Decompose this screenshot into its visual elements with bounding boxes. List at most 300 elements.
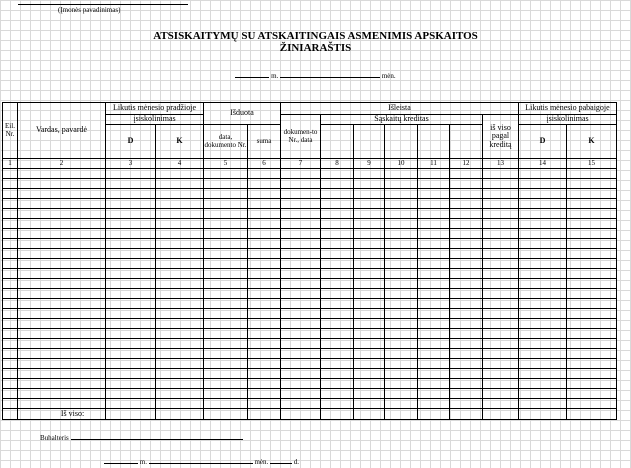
table-cell[interactable]: [483, 199, 519, 209]
table-cell[interactable]: [519, 349, 567, 359]
table-cell[interactable]: [450, 219, 483, 229]
table-cell[interactable]: [204, 359, 248, 369]
table-cell[interactable]: [18, 249, 106, 259]
total-cell[interactable]: [567, 409, 617, 420]
table-cell[interactable]: [3, 279, 18, 289]
table-cell[interactable]: [354, 169, 385, 179]
table-cell[interactable]: [106, 389, 156, 399]
table-cell[interactable]: [567, 209, 617, 219]
table-cell[interactable]: [483, 309, 519, 319]
table-cell[interactable]: [385, 389, 418, 399]
table-cell[interactable]: [418, 389, 450, 399]
table-cell[interactable]: [3, 169, 18, 179]
table-cell[interactable]: [3, 289, 18, 299]
table-cell[interactable]: [354, 259, 385, 269]
table-cell[interactable]: [519, 189, 567, 199]
total-cell[interactable]: [281, 409, 321, 420]
table-cell[interactable]: [519, 179, 567, 189]
table-cell[interactable]: [3, 219, 18, 229]
table-cell[interactable]: [106, 309, 156, 319]
table-cell[interactable]: [385, 379, 418, 389]
table-cell[interactable]: [519, 279, 567, 289]
table-cell[interactable]: [567, 379, 617, 389]
table-cell[interactable]: [106, 329, 156, 339]
table-cell[interactable]: [519, 309, 567, 319]
table-cell[interactable]: [418, 309, 450, 319]
table-cell[interactable]: [483, 379, 519, 389]
table-cell[interactable]: [519, 299, 567, 309]
sign-month-blank[interactable]: [149, 456, 253, 464]
table-cell[interactable]: [281, 239, 321, 249]
table-cell[interactable]: [106, 359, 156, 369]
table-cell[interactable]: [418, 329, 450, 339]
table-cell[interactable]: [18, 289, 106, 299]
table-cell[interactable]: [567, 299, 617, 309]
table-cell[interactable]: [156, 199, 204, 209]
accountant-signature-blank[interactable]: [71, 432, 243, 440]
table-cell[interactable]: [567, 359, 617, 369]
table-cell[interactable]: [18, 259, 106, 269]
table-cell[interactable]: [321, 319, 354, 329]
table-cell[interactable]: [106, 189, 156, 199]
table-cell[interactable]: [567, 169, 617, 179]
table-cell[interactable]: [106, 209, 156, 219]
table-cell[interactable]: [204, 379, 248, 389]
table-cell[interactable]: [385, 259, 418, 269]
table-cell[interactable]: [106, 269, 156, 279]
table-cell[interactable]: [418, 269, 450, 279]
table-cell[interactable]: [204, 309, 248, 319]
table-cell[interactable]: [418, 279, 450, 289]
table-cell[interactable]: [418, 349, 450, 359]
table-cell[interactable]: [281, 339, 321, 349]
table-cell[interactable]: [156, 219, 204, 229]
table-cell[interactable]: [385, 329, 418, 339]
table-cell[interactable]: [450, 239, 483, 249]
table-cell[interactable]: [354, 329, 385, 339]
table-cell[interactable]: [281, 359, 321, 369]
table-cell[interactable]: [354, 389, 385, 399]
table-cell[interactable]: [204, 199, 248, 209]
table-cell[interactable]: [248, 339, 281, 349]
table-cell[interactable]: [483, 189, 519, 199]
table-cell[interactable]: [519, 389, 567, 399]
sign-day-blank[interactable]: [270, 456, 292, 464]
table-cell[interactable]: [483, 369, 519, 379]
table-cell[interactable]: [18, 209, 106, 219]
table-cell[interactable]: [106, 199, 156, 209]
table-cell[interactable]: [281, 379, 321, 389]
table-cell[interactable]: [567, 369, 617, 379]
table-cell[interactable]: [567, 349, 617, 359]
table-cell[interactable]: [450, 319, 483, 329]
table-cell[interactable]: [248, 289, 281, 299]
table-cell[interactable]: [321, 299, 354, 309]
table-cell[interactable]: [321, 169, 354, 179]
table-cell[interactable]: [281, 269, 321, 279]
table-cell[interactable]: [354, 189, 385, 199]
table-cell[interactable]: [418, 209, 450, 219]
table-cell[interactable]: [450, 199, 483, 209]
table-cell[interactable]: [519, 229, 567, 239]
table-cell[interactable]: [281, 389, 321, 399]
table-cell[interactable]: [567, 189, 617, 199]
table-cell[interactable]: [354, 299, 385, 309]
table-cell[interactable]: [3, 229, 18, 239]
table-cell[interactable]: [204, 289, 248, 299]
table-cell[interactable]: [18, 299, 106, 309]
table-cell[interactable]: [567, 319, 617, 329]
table-cell[interactable]: [281, 189, 321, 199]
table-cell[interactable]: [156, 249, 204, 259]
table-cell[interactable]: [519, 329, 567, 339]
table-cell[interactable]: [204, 229, 248, 239]
table-cell[interactable]: [519, 269, 567, 279]
table-cell[interactable]: [450, 339, 483, 349]
total-cell[interactable]: [156, 409, 204, 420]
table-cell[interactable]: [248, 259, 281, 269]
table-cell[interactable]: [321, 289, 354, 299]
sign-year-blank[interactable]: [104, 456, 138, 464]
table-cell[interactable]: [450, 249, 483, 259]
table-cell[interactable]: [281, 309, 321, 319]
table-cell[interactable]: [248, 309, 281, 319]
table-cell[interactable]: [418, 259, 450, 269]
table-cell[interactable]: [3, 259, 18, 269]
table-cell[interactable]: [354, 229, 385, 239]
table-cell[interactable]: [418, 229, 450, 239]
table-cell[interactable]: [18, 169, 106, 179]
total-cell[interactable]: [450, 409, 483, 420]
table-cell[interactable]: [281, 179, 321, 189]
table-cell[interactable]: [156, 339, 204, 349]
table-cell[interactable]: [248, 219, 281, 229]
table-cell[interactable]: [3, 389, 18, 399]
table-cell[interactable]: [18, 179, 106, 189]
table-cell[interactable]: [281, 259, 321, 269]
table-cell[interactable]: [450, 209, 483, 219]
table-cell[interactable]: [385, 189, 418, 199]
total-cell[interactable]: [354, 409, 385, 420]
table-cell[interactable]: [106, 369, 156, 379]
table-cell[interactable]: [3, 309, 18, 319]
table-cell[interactable]: [567, 229, 617, 239]
table-cell[interactable]: [483, 329, 519, 339]
table-cell[interactable]: [483, 319, 519, 329]
table-cell[interactable]: [3, 199, 18, 209]
table-cell[interactable]: [18, 389, 106, 399]
table-cell[interactable]: [450, 259, 483, 269]
table-cell[interactable]: [450, 359, 483, 369]
table-cell[interactable]: [3, 249, 18, 259]
table-cell[interactable]: [354, 239, 385, 249]
table-cell[interactable]: [18, 399, 106, 409]
table-cell[interactable]: [450, 329, 483, 339]
table-cell[interactable]: [156, 359, 204, 369]
table-cell[interactable]: [418, 299, 450, 309]
table-cell[interactable]: [385, 349, 418, 359]
table-cell[interactable]: [248, 359, 281, 369]
table-cell[interactable]: [18, 199, 106, 209]
table-cell[interactable]: [248, 349, 281, 359]
table-cell[interactable]: [248, 319, 281, 329]
table-cell[interactable]: [567, 289, 617, 299]
table-cell[interactable]: [519, 359, 567, 369]
table-cell[interactable]: [354, 179, 385, 189]
table-cell[interactable]: [519, 219, 567, 229]
table-cell[interactable]: [281, 199, 321, 209]
table-cell[interactable]: [418, 199, 450, 209]
table-cell[interactable]: [354, 349, 385, 359]
table-cell[interactable]: [321, 309, 354, 319]
table-cell[interactable]: [483, 339, 519, 349]
table-cell[interactable]: [156, 239, 204, 249]
table-cell[interactable]: [281, 399, 321, 409]
table-cell[interactable]: [321, 209, 354, 219]
table-cell[interactable]: [418, 169, 450, 179]
table-cell[interactable]: [450, 189, 483, 199]
table-cell[interactable]: [281, 349, 321, 359]
table-cell[interactable]: [281, 169, 321, 179]
table-cell[interactable]: [483, 239, 519, 249]
table-cell[interactable]: [204, 279, 248, 289]
table-cell[interactable]: [483, 209, 519, 219]
table-cell[interactable]: [385, 219, 418, 229]
table-cell[interactable]: [418, 219, 450, 229]
table-cell[interactable]: [106, 249, 156, 259]
table-cell[interactable]: [204, 329, 248, 339]
table-cell[interactable]: [3, 319, 18, 329]
table-cell[interactable]: [567, 239, 617, 249]
table-cell[interactable]: [156, 389, 204, 399]
table-cell[interactable]: [385, 239, 418, 249]
table-cell[interactable]: [106, 229, 156, 239]
table-cell[interactable]: [204, 219, 248, 229]
table-cell[interactable]: [18, 319, 106, 329]
table-cell[interactable]: [156, 399, 204, 409]
table-cell[interactable]: [281, 209, 321, 219]
table-cell[interactable]: [483, 299, 519, 309]
table-cell[interactable]: [567, 389, 617, 399]
table-cell[interactable]: [483, 289, 519, 299]
table-cell[interactable]: [248, 249, 281, 259]
table-cell[interactable]: [385, 249, 418, 259]
table-cell[interactable]: [450, 369, 483, 379]
table-cell[interactable]: [450, 279, 483, 289]
table-cell[interactable]: [3, 369, 18, 379]
table-cell[interactable]: [18, 369, 106, 379]
total-cell[interactable]: [321, 409, 354, 420]
table-cell[interactable]: [321, 349, 354, 359]
table-cell[interactable]: [3, 349, 18, 359]
table-cell[interactable]: [156, 189, 204, 199]
table-cell[interactable]: [156, 309, 204, 319]
total-cell[interactable]: [204, 409, 248, 420]
table-cell[interactable]: [385, 319, 418, 329]
table-cell[interactable]: [321, 279, 354, 289]
table-cell[interactable]: [18, 229, 106, 239]
total-cell[interactable]: [248, 409, 281, 420]
table-cell[interactable]: [519, 319, 567, 329]
table-cell[interactable]: [106, 339, 156, 349]
table-cell[interactable]: [418, 239, 450, 249]
table-cell[interactable]: [321, 369, 354, 379]
table-cell[interactable]: [354, 269, 385, 279]
table-cell[interactable]: [204, 389, 248, 399]
table-cell[interactable]: [248, 329, 281, 339]
table-cell[interactable]: [450, 389, 483, 399]
table-cell[interactable]: [3, 379, 18, 389]
table-cell[interactable]: [156, 209, 204, 219]
table-cell[interactable]: [281, 299, 321, 309]
year-blank[interactable]: [235, 70, 269, 78]
table-cell[interactable]: [321, 389, 354, 399]
table-cell[interactable]: [385, 209, 418, 219]
table-cell[interactable]: [18, 269, 106, 279]
table-cell[interactable]: [483, 399, 519, 409]
table-cell[interactable]: [321, 359, 354, 369]
table-cell[interactable]: [354, 249, 385, 259]
table-cell[interactable]: [385, 399, 418, 409]
table-cell[interactable]: [248, 379, 281, 389]
table-cell[interactable]: [3, 399, 18, 409]
table-cell[interactable]: [248, 169, 281, 179]
table-cell[interactable]: [321, 199, 354, 209]
table-cell[interactable]: [321, 379, 354, 389]
table-cell[interactable]: [106, 379, 156, 389]
table-cell[interactable]: [18, 339, 106, 349]
table-cell[interactable]: [567, 219, 617, 229]
table-cell[interactable]: [385, 309, 418, 319]
table-cell[interactable]: [483, 219, 519, 229]
table-cell[interactable]: [281, 289, 321, 299]
table-cell[interactable]: [18, 329, 106, 339]
table-cell[interactable]: [321, 329, 354, 339]
table-cell[interactable]: [321, 219, 354, 229]
table-cell[interactable]: [156, 179, 204, 189]
table-cell[interactable]: [106, 399, 156, 409]
table-cell[interactable]: [248, 389, 281, 399]
table-cell[interactable]: [519, 209, 567, 219]
table-cell[interactable]: [418, 399, 450, 409]
table-cell[interactable]: [354, 339, 385, 349]
table-cell[interactable]: [567, 399, 617, 409]
table-cell[interactable]: [106, 259, 156, 269]
table-cell[interactable]: [418, 189, 450, 199]
table-cell[interactable]: [519, 399, 567, 409]
table-cell[interactable]: [354, 279, 385, 289]
table-cell[interactable]: [567, 179, 617, 189]
table-cell[interactable]: [567, 249, 617, 259]
table-cell[interactable]: [3, 339, 18, 349]
table-cell[interactable]: [106, 219, 156, 229]
table-cell[interactable]: [281, 279, 321, 289]
table-cell[interactable]: [354, 369, 385, 379]
table-cell[interactable]: [354, 319, 385, 329]
table-cell[interactable]: [385, 169, 418, 179]
table-cell[interactable]: [204, 179, 248, 189]
month-blank[interactable]: [280, 70, 380, 78]
table-cell[interactable]: [204, 299, 248, 309]
table-cell[interactable]: [3, 269, 18, 279]
table-cell[interactable]: [248, 299, 281, 309]
table-cell[interactable]: [418, 179, 450, 189]
table-cell[interactable]: [418, 369, 450, 379]
table-cell[interactable]: [106, 349, 156, 359]
table-cell[interactable]: [106, 239, 156, 249]
table-cell[interactable]: [204, 399, 248, 409]
table-cell[interactable]: [156, 279, 204, 289]
table-cell[interactable]: [354, 309, 385, 319]
table-cell[interactable]: [321, 339, 354, 349]
total-cell[interactable]: [519, 409, 567, 420]
table-cell[interactable]: [321, 249, 354, 259]
table-cell[interactable]: [519, 249, 567, 259]
table-cell[interactable]: [3, 189, 18, 199]
table-cell[interactable]: [248, 369, 281, 379]
table-cell[interactable]: [281, 319, 321, 329]
table-cell[interactable]: [321, 239, 354, 249]
table-cell[interactable]: [281, 329, 321, 339]
table-cell[interactable]: [156, 289, 204, 299]
table-cell[interactable]: [354, 379, 385, 389]
table-cell[interactable]: [354, 359, 385, 369]
table-cell[interactable]: [3, 299, 18, 309]
table-cell[interactable]: [483, 269, 519, 279]
table-cell[interactable]: [18, 349, 106, 359]
table-cell[interactable]: [450, 169, 483, 179]
table-cell[interactable]: [450, 299, 483, 309]
table-cell[interactable]: [248, 209, 281, 219]
table-cell[interactable]: [567, 339, 617, 349]
table-cell[interactable]: [248, 279, 281, 289]
table-cell[interactable]: [483, 359, 519, 369]
table-cell[interactable]: [156, 299, 204, 309]
table-cell[interactable]: [483, 389, 519, 399]
table-cell[interactable]: [156, 319, 204, 329]
table-cell[interactable]: [567, 309, 617, 319]
table-cell[interactable]: [156, 369, 204, 379]
table-cell[interactable]: [354, 219, 385, 229]
table-cell[interactable]: [18, 219, 106, 229]
total-cell[interactable]: [106, 409, 156, 420]
table-cell[interactable]: [418, 339, 450, 349]
table-cell[interactable]: [204, 319, 248, 329]
table-cell[interactable]: [385, 299, 418, 309]
table-cell[interactable]: [483, 169, 519, 179]
table-cell[interactable]: [385, 339, 418, 349]
table-cell[interactable]: [3, 209, 18, 219]
table-cell[interactable]: [18, 309, 106, 319]
table-cell[interactable]: [106, 279, 156, 289]
table-cell[interactable]: [450, 179, 483, 189]
table-cell[interactable]: [248, 199, 281, 209]
table-cell[interactable]: [354, 289, 385, 299]
table-cell[interactable]: [567, 329, 617, 339]
table-cell[interactable]: [450, 349, 483, 359]
table-cell[interactable]: [483, 349, 519, 359]
table-cell[interactable]: [204, 339, 248, 349]
table-cell[interactable]: [156, 269, 204, 279]
table-cell[interactable]: [450, 309, 483, 319]
table-cell[interactable]: [418, 289, 450, 299]
table-cell[interactable]: [18, 189, 106, 199]
table-cell[interactable]: [106, 179, 156, 189]
table-cell[interactable]: [418, 359, 450, 369]
table-cell[interactable]: [567, 269, 617, 279]
table-cell[interactable]: [321, 229, 354, 239]
table-cell[interactable]: [450, 379, 483, 389]
